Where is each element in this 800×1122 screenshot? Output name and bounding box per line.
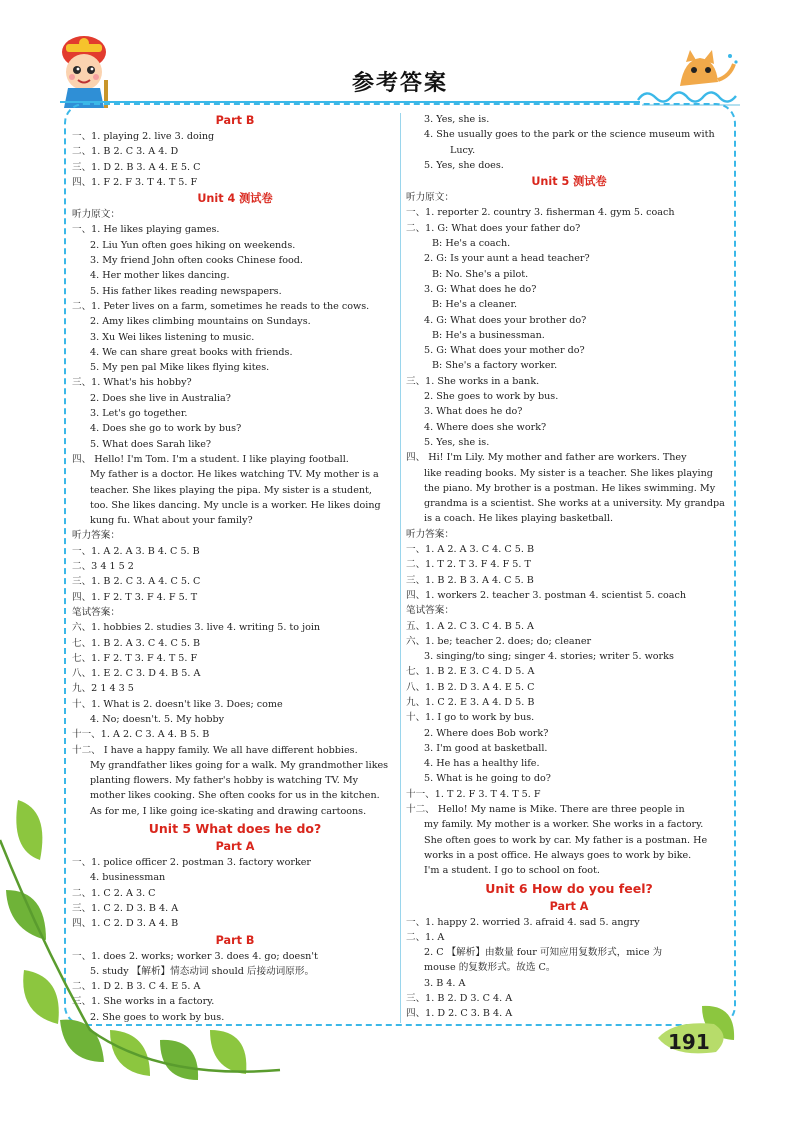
- answer-line: 3. Let's go together.: [90, 408, 188, 420]
- answer-line: B: He's a cleaner.: [432, 299, 518, 311]
- answer-line: 3. B 4. A: [424, 977, 466, 989]
- section-heading: Part A: [549, 899, 589, 913]
- answer-line: 2. Where does Bob work?: [424, 727, 549, 739]
- answer-line: 听力答案：: [406, 528, 454, 540]
- answer-line: 5. study 【解析】情态动词 should 后接动词原形。: [90, 965, 315, 977]
- answer-line: 4. Does she go to work by bus?: [90, 423, 242, 435]
- answer-line: 十、1. I go to work by bus.: [406, 712, 535, 724]
- answer-line: My father is a doctor. He likes watching TV. My mother is a: [90, 469, 379, 481]
- answer-line: 五、1. A 2. C 3. C 4. B 5. A: [406, 620, 534, 632]
- answer-line: 4. Where does she work?: [424, 421, 547, 433]
- answer-line: 5. G: What does your mother do?: [424, 345, 585, 357]
- answer-line: As for me, I like going ice-skating and drawing cartoons.: [90, 805, 367, 817]
- answer-line: 一、1. happy 2. worried 3. afraid 4. sad 5. angry: [406, 916, 640, 928]
- answer-line: 一、1. does 2. works; worker 3. does 4. go; doesn't: [72, 950, 318, 962]
- answer-line: 四、1. F 2. F 3. T 4. T 5. F: [72, 176, 198, 188]
- answer-line: 笔试答案：: [72, 606, 120, 618]
- answer-line: B: He's a businessman.: [432, 329, 545, 341]
- answer-line: 3. I'm good at basketball.: [424, 742, 548, 754]
- answer-line: 六、1. hobbies 2. studies 3. live 4. writing 5. to join: [72, 622, 321, 634]
- answer-line: I'm a student. I go to school on foot.: [424, 865, 600, 877]
- answer-line: my family. My mother is a worker. She works in a factory.: [424, 819, 704, 831]
- answer-line: B: He's a coach.: [432, 238, 511, 250]
- answer-line: 4. He has a healthy life.: [424, 758, 540, 770]
- answer-line: 六、1. be; teacher 2. does; do; cleaner: [406, 635, 592, 647]
- answer-line: 笔试答案：: [406, 605, 454, 617]
- answer-line: 听力原文：: [72, 209, 120, 221]
- answer-line: 三、1. What's his hobby?: [72, 377, 192, 389]
- section-heading: Unit 4 测试卷: [197, 192, 273, 206]
- section-heading: Unit 5 What does he do?: [148, 821, 322, 837]
- answer-line: 二、1. B 2. C 3. A 4. D: [72, 146, 179, 158]
- answer-line: B: She's a factory worker.: [432, 360, 558, 372]
- answer-line: 4. No; doesn't. 5. My hobby: [90, 713, 225, 725]
- answer-line: 一、1. A 2. A 3. B 4. C 5. B: [72, 545, 200, 557]
- answer-line: 5. Yes, she does.: [424, 159, 504, 171]
- page-title: 参考答案: [351, 71, 448, 96]
- answer-line: 一、1. reporter 2. country 3. fisherman 4. gym 5. coach: [406, 207, 675, 219]
- answer-line: 2. Liu Yun often goes hiking on weekends.: [90, 239, 296, 251]
- answer-line: 2. G: Is your aunt a head teacher?: [424, 253, 590, 265]
- answer-line: 八、1. E 2. C 3. D 4. B 5. A: [72, 668, 201, 680]
- answer-line: 三、1. C 2. D 3. B 4. A: [72, 902, 179, 914]
- answer-line: the piano. My brother is a postman. He likes swimming. My: [424, 482, 716, 494]
- answer-line: 十二、 I have a happy family. We all have different hobbies.: [72, 744, 358, 756]
- answer-line: 八、1. B 2. D 3. A 4. E 5. C: [406, 681, 535, 693]
- answer-line: 七、1. B 2. A 3. C 4. C 5. B: [72, 637, 201, 649]
- answer-line: 2. Does she live in Australia?: [90, 392, 231, 404]
- answer-line: 5. What is he going to do?: [424, 773, 551, 785]
- answer-line: 4. G: What does your brother do?: [424, 314, 587, 326]
- answer-line: 2. Amy likes climbing mountains on Sundays.: [90, 316, 311, 328]
- section-heading: Part B: [215, 933, 255, 947]
- answer-line: 十、1. What is 2. doesn't like 3. Does; come: [72, 698, 283, 710]
- answer-line: 3. My friend John often cooks Chinese food.: [90, 255, 303, 267]
- answer-line: 三、1. She works in a bank.: [406, 375, 540, 387]
- answer-line: mother likes cooking. She often cooks for us in the kitchen.: [90, 790, 380, 802]
- answer-line: She often goes to work by car. My father is a postman. He: [424, 834, 708, 846]
- answer-line: 3. What does he do?: [424, 406, 523, 418]
- answer-line: 4. Her mother likes dancing.: [90, 270, 230, 282]
- answer-line: 十一、1. T 2. F 3. T 4. T 5. F: [406, 788, 541, 800]
- answer-line: 四、1. C 2. D 3. A 4. B: [72, 918, 179, 930]
- answer-line: 一、1. playing 2. live 3. doing: [72, 131, 215, 142]
- section-heading: Unit 5 测试卷: [531, 175, 607, 189]
- answer-line: 一、1. police officer 2. postman 3. factory worker: [72, 857, 312, 869]
- answer-line: 四、 Hi! I'm Lily. My mother and father are workers. They: [406, 452, 687, 464]
- answer-line: 4. She usually goes to the park or the science museum with: [424, 129, 715, 141]
- answer-line: works in a post office. He always goes to work by bike.: [424, 849, 692, 861]
- answer-line: 5. His father likes reading newspapers.: [90, 285, 282, 297]
- section-heading: Unit 6 How do you feel?: [485, 880, 653, 896]
- answer-line: 二、1. C 2. A 3. C: [72, 887, 156, 899]
- answer-line: 二、3 4 1 5 2: [72, 561, 134, 573]
- answer-line: 3. G: What does he do?: [424, 283, 537, 295]
- page-number: 191: [668, 1030, 710, 1054]
- answer-line: 四、1. D 2. C 3. B 4. A: [406, 1008, 513, 1020]
- answer-line: 3. Xu Wei likes listening to music.: [90, 331, 255, 343]
- answer-line: 二、1. D 2. B 3. C 4. E 5. A: [72, 981, 201, 993]
- section-heading: Part B: [215, 114, 255, 127]
- answer-line: like reading books. My sister is a teacher. She likes playing: [424, 467, 713, 479]
- answer-line: 三、1. B 2. B 3. A 4. C 5. B: [406, 574, 534, 586]
- answer-line: planting flowers. My father's hobby is watching TV. My: [90, 775, 359, 787]
- answer-line: Lucy.: [450, 144, 476, 156]
- answer-line: 二、1. A: [406, 931, 445, 943]
- answer-line: 四、1. F 2. T 3. F 4. F 5. T: [72, 591, 198, 603]
- answer-line: 四、 Hello! I'm Tom. I'm a student. I like playing football.: [72, 453, 349, 465]
- answer-line: 一、1. He likes playing games.: [72, 224, 220, 236]
- answer-line: 七、1. B 2. E 3. C 4. D 5. A: [406, 666, 535, 678]
- leaves-decoration-icon: [0, 780, 290, 1122]
- answer-line: 二、1. Peter lives on a farm, sometimes he reads to the cows.: [72, 300, 370, 312]
- section-heading: Part A: [215, 840, 255, 854]
- answer-line: B: No. She's a pilot.: [432, 268, 529, 280]
- answer-line: 二、1. G: What does your father do?: [406, 222, 581, 234]
- answer-line: 七、1. F 2. T 3. F 4. T 5. F: [72, 652, 198, 664]
- answer-line: kung fu. What about your family?: [90, 515, 253, 527]
- answer-line: 3. singing/to sing; singer 4. stories; writer 5. works: [424, 651, 674, 663]
- answer-line: My grandfather likes going for a walk. My grandmother likes: [90, 759, 389, 771]
- answer-line: 三、1. She works in a factory.: [72, 996, 215, 1008]
- answer-line: teacher. She likes playing the pipa. My sister is a student,: [90, 484, 372, 496]
- answer-line: 5. What does Sarah like?: [90, 438, 212, 450]
- answer-line: 2. C 【解析】由数量 four 可知应用复数形式，mice 为: [424, 947, 663, 959]
- answer-line: 三、1. D 2. B 3. A 4. E 5. C: [72, 161, 201, 173]
- answer-line: 4. We can share great books with friends.: [90, 346, 293, 358]
- right-column: [406, 112, 732, 1022]
- answer-line: is a coach. He likes playing basketball.: [424, 513, 613, 525]
- answer-line: 三、1. B 2. D 3. C 4. A: [406, 993, 513, 1005]
- answer-line: 听力原文：: [406, 192, 454, 204]
- answer-line: mouse 的复数形式。故选 C。: [424, 962, 556, 974]
- answer-line: 2. She goes to work by bus.: [424, 391, 559, 403]
- answer-line: 九、2 1 4 3 5: [72, 683, 134, 695]
- answer-line: 2. She goes to work by bus.: [90, 1011, 225, 1023]
- answer-line: 5. Yes, she is.: [424, 436, 490, 448]
- answer-line: 4. businessman: [90, 872, 166, 884]
- answer-line: too. She likes dancing. My uncle is a worker. He likes doing: [90, 499, 381, 511]
- answer-line: 3. Yes, she is.: [424, 114, 490, 125]
- answer-line: grandma is a scientist. She works at a university. My grandpa: [424, 498, 725, 510]
- answer-line: 三、1. B 2. C 3. A 4. C 5. C: [72, 576, 201, 588]
- answer-line: 听力答案：: [72, 530, 120, 542]
- answer-line: 十一、1. A 2. C 3. A 4. B 5. B: [72, 729, 210, 741]
- answer-line: 二、1. T 2. T 3. F 4. F 5. T: [406, 559, 531, 571]
- answer-line: 5. My pen pal Mike likes flying kites.: [90, 362, 270, 374]
- answer-line: 四、1. workers 2. teacher 3. postman 4. scientist 5. coach: [406, 589, 687, 601]
- answer-line: 九、1. C 2. E 3. A 4. D 5. B: [406, 696, 535, 708]
- answer-line: 一、1. A 2. A 3. C 4. C 5. B: [406, 544, 534, 556]
- answer-line: 十二、 Hello! My name is Mike. There are three people in: [406, 804, 685, 816]
- column-divider: [400, 113, 401, 1023]
